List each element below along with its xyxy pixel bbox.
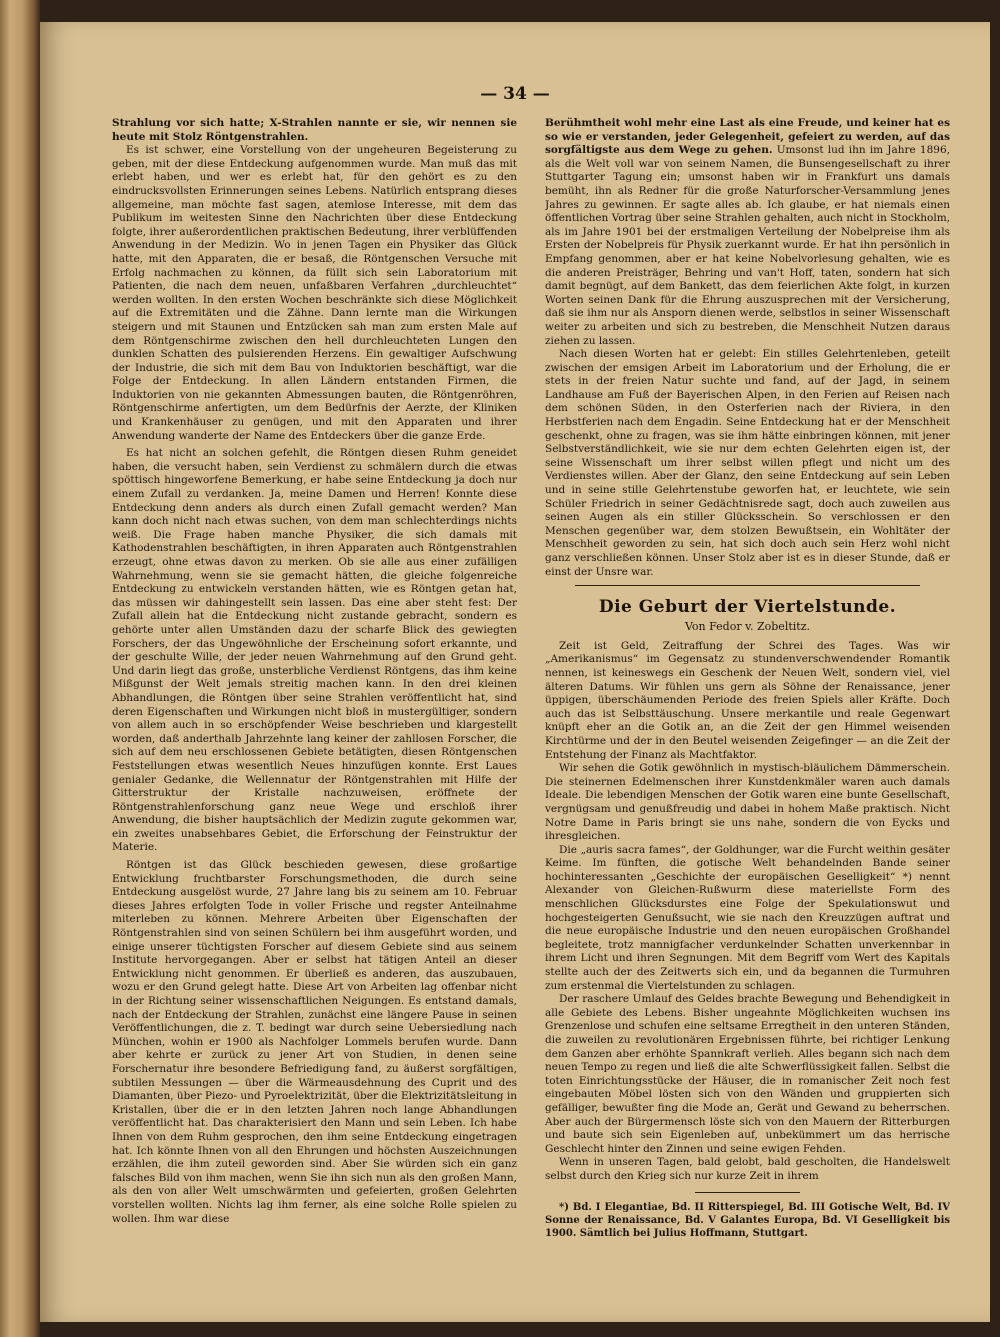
right-column (545, 117, 950, 1297)
article-paragraph: Die „auris sacra fames“, der Goldhunger, war die Furcht weithin gesäter Keime. Im fünften, die gotische Welt behandelnden Bande seiner hochinteressanten „Geschichte der europäischen Geselligkeit“ *) nennt Alexander von Gleichen-Rußwurm diese materiellste Form des menschlichen Glücksdurstes eine Folge der Spekulationswut und hochgesteigerten Genußsucht, wie sie nach den Kreuzzügen auftrat und die neue europäische Industrie und den neuen europäischen Großhandel begleitete, trotz mannigfacher verdunkelnder Schatten unverkennbar in ihrem Licht und ihren Segnungen. Mit dem Begriff vom Wert des Kapitals stellte auch der des Zeitwerts sich ein, und da begannen die Turmuhren zum erstenmal die Viertelstunden zu schlagen. (545, 843, 950, 992)
right-paragraph: Nach diesen Worten hat er gelebt: Ein stilles Gelehrtenleben, geteilt zwischen der emsigen Arbeit im Laboratorium und der Erholung, die er stets in der freien Natur suchte und fand, auf der Jagd, in seinem Landhause am Fuß der Bayerischen Alpen, in den Ferien auf Reisen nach dem schönen Süden, in den Osterferien nach der Riviera, in den Herbstferien nach dem Engadin. Seine Entdeckung hat er der Menschheit geschenkt, ohne zu fragen, was sie ihm hätte einbringen können, mit jener Selbstverständlichkeit, wie sie nur dem echten Gelehrten eigen ist, der seine Wissenschaft um ihrer selbst willen pflegt und nicht um des Verdienstes willen. Aber der Glanz, den seine Entdeckung auf sein Leben und in seine stille Gelehrtenstube geworfen hat, er leuchtete, wie sein Schüler Friedrich in seiner Gedächtnisrede sagt, doch auch zuweilen aus seinen Augen als ein stiller Glücksschein. So verschlossen er den Menschen gegenüber war, dem stolzen Bewußtsein, ein Wohltäter der Menschheit geworden zu sein, hat sich doch auch sein Herz wohl nicht ganz verschließen können. Unser Stolz aber ist es in dieser Stunde, daß er einst der Unsre war. (545, 348, 950, 578)
footnote-divider (695, 1192, 800, 1193)
article-divider (575, 585, 920, 586)
right-opening-rest: Umsonst lud ihn im Jahre 1896, als die Welt voll war von seinem Namen, die Bunsengesellschaft zu ihrer Stuttgarter Tagung ein; umsonst haben wir in Frankfurt uns damals bemüht, ihn als Redner für die große Naturforscher-Versammlung jenes Jahres zu gewinnen. Er sagte alles ab. Ich glaube, er hat niemals einen öffentlichen Vortrag über seine Strahlen gehalten, auch nicht in Stockholm, als im Jahre 1901 bei der erstmaligen Verteilung der Nobelpreise ihm als Ersten der Nobelpreis für Physik zuerkannt wurde. Er hat ihn persönlich in Empfang genommen, aber er hat keine Nobelvorlesung gehalten, wie es die anderen Preisträger, Behring und van't Hoff, taten, sondern hat sich damit begnügt, auf dem Bankett, das dem feierlichen Akte folgt, in kurzen Worten seinen Dank für die Ehrung auszusprechen mit der Versicherung, daß sie ihm nur als Ansporn dienen werde, selbstlos in seiner Wissenschaft weiter zu arbeiten und sich zu bestreben, die Menschheit Nutzen daraus ziehen zu lassen. (545, 144, 950, 347)
article-paragraph: Wenn in unseren Tagen, bald gelobt, bald gescholten, die Handelswelt selbst durch den Krieg sich nur kurze Zeit in ihrem (545, 1156, 950, 1182)
left-paragraph: Röntgen ist das Glück beschieden gewesen, diese großartige Entwicklung fruchtbarster Forschungsmethoden, die durch seine Entdeckung ausgelöst wurde, 27 Jahre lang bis zu seinem am 10. Februar dieses Jahres erfolgten Tode in voller Frische und regster Anteilnahme miterleben zu können. Mehrere Arbeiten über Eigenschaften der Röntgenstrahlen sind von seinen Schülern bei ihm ausgeführt worden, und einige unserer tüchtigsten Forscher auf diesem Gebiete sind aus seinem Institute hervorgegangen. Aber er selbst hat tätigen Anteil an dieser Entwicklung nicht genommen. Er überließ es anderen, das auszubauen, wozu er den Grund gelegt hatte. Diese Art von Arbeiten lag offenbar nicht in der Richtung seiner wissenschaftlichen Neigungen. Es entstand damals, nach der Entdeckung der Strahlen, zunächst eine längere Pause in seinen Veröffentlichungen, die z. T. bedingt war durch seine Uebersiedlung nach München, wohin er 1900 als Nachfolger Lommels berufen wurde. Dann aber kehrte er zurück zu jener Art von Studien, in denen seine Forschernatur ihre besondere Befriedigung fand, zu äußerst sorgfältigen, subtilen Messungen — über die Wärmeausdehnung des Cuprit und des Diamanten, über Piezo- und Pyroelektrizität, über die Elektrizitätsleitung in Kristallen, über die er in den letzten Jahren noch lange Abhandlungen veröffentlicht hat. Das charakterisiert den Mann und sein Leben. Ich habe Ihnen von dem Ruhm gesprochen, den ihm seine Entdeckung eingetragen hat. Ich könnte Ihnen von all den Ehrungen und höchsten Auszeichnungen erzählen, die ihm zuteil geworden sind. Aber Sie würden sich ein ganz falsches Bild von ihm machen, wenn Sie ihn sich nun als den großen Mann, als den von aller Welt umschwärmten und gefeierten, großen Gelehrten vorstellen wollten. Nichts lag ihm ferner, als eine solche Rolle spielen zu wollen. Ihm war diese (112, 859, 517, 1225)
right-opening-bold: Berühmtheit wohl mehr eine Last als eine Freude, und keiner hat es so wie er verstanden, jeder Gelegenheit, gefeiert zu werden, auf das sorgfältigste aus dem Wege zu gehen. (545, 117, 950, 157)
page-number: — 34 — (480, 84, 550, 104)
left-paragraph: Es hat nicht an solchen gefehlt, die Röntgen diesen Ruhm geneidet haben, die versucht haben, sein Verdienst zu schmälern durch die etwas spöttisch hingeworfene Bemerkung, er habe seine Entdeckung ja doch nur einem Zufall zu verdanken. Ja, meine Damen und Herren! Konnte diese Entdeckung denn anders als durch einen Zufall gemacht werden? Man kann doch nicht nach etwas suchen, von dem man schlechterdings nichts weiß. Die Frage haben manche Physiker, die sich damals mit Kathodenstrahlen beschäftigten, in ihren Apparaten auch Röntgenstrahlen erzeugt, ohne etwas davon zu merken. Ob sie alle aus einer zufälligen Wahrnehmung, wenn sie sie gemacht hätten, die gleiche folgenreiche Entdeckung zu entwickeln verstanden hätten, wie es Röntgen getan hat, das müssen wir dahingestellt sein lassen. Das eine aber steht fest: Der Zufall allein hat die Entdeckung nicht zustande gebracht, sondern es gehörte unter allen Umständen dazu der scharfe Blick des gewiegten Forschers, der das Ungewöhnliche der Erscheinung sofort erkannte, und der geschulte Wille, der jeder neuen Wahrnehmung auf den Grund geht. Und darin liegt das große, unsterbliche Verdienst Röntgens, das ihm keine Mißgunst der Welt jemals streitig machen kann. In den drei kleinen Abhandlungen, die Röntgen über seine Strahlen veröffentlicht hat, sind deren Eigenschaften und Wirkungen nicht bloß in mustergültiger, sondern von allem auch in so erschöpfender Weise beschrieben und klargestellt worden, daß anderthalb Jahrzehnte lang keiner der zahllosen Forscher, die sich auf dem neu erschlossenen Gebiete betätigten, diesen Röntgenschen Feststellungen etwas wesentlich Neues hinzufügen konnte. Erst Laues genialer Gedanke, die Wellennatur der Röntgenstrahlen mit Hilfe der Gitterstruktur der Kristalle nachzuweisen, eröffnete der Röntgenstrahlenforschung ganz neue Wege und erschloß ihrer Anwendung, die bisher hauptsächlich der Medizin zugute gekommen war, ein zweites unabsehbares Gebiet, die Erforschung der Feinstruktur der Materie. (112, 447, 517, 854)
book-spine-edge (0, 0, 40, 1337)
left-column (112, 117, 517, 1297)
left-opening-bold: Strahlung vor sich hatte; X-Strahlen nannte er sie, wir nennen sie heute mit Stolz Röntgenstrahlen. (112, 117, 517, 143)
article-title: Die Geburt der Viertelstunde. (598, 597, 897, 618)
left-paragraph: Es ist schwer, eine Vorstellung von der ungeheuren Begeisterung zu geben, mit der diese Entdeckung aufgenommen wurde. Man muß das mit erlebt haben, und wer es erlebt hat, für den gehört es zu den eindrucksvollsten Erinnerungen seines Lebens. Natürlich entsprang dieses allgemeine, man möchte fast sagen, atemlose Interesse, mit dem das Publikum im weitesten Sinne den Nachrichten über diese Entdeckung folgte, ihrer außerordentlichen praktischen Bedeutung, ihrer verblüffenden Anwendung in der Medizin. Wo in jenen Tagen ein Physiker das Glück hatte, mit den Apparaten, die er besaß, die Röntgenschen Versuche mit Erfolg nachmachen zu können, da füllt sich sein Laboratorium mit Patienten, die nach dem neuen, unfaßbaren Verfahren „durchleuchtet“ werden wollten. In den ersten Wochen beschränkte sich diese Möglichkeit auf die Extremitäten und die Zähne. Dann lernte man die Wirkungen steigern und mit Staunen und Entzücken sah man zum ersten Male auf dem Röntgenschirme zwischen den hell durchleuchteten Lungen den dunklen Schatten des pulsierenden Herzens. Ein gewaltiger Aufschwung der Industrie, die sich mit dem Bau von Induktorien beschäftigt, war die Folge der Entdeckung. In allen Ländern entstanden Firmen, die Induktorien von nie gekannten Abmessungen bauten, die Röntgenröhren, Röntgenschirme anfertigten, um dem Bedürfnis der Aerzte, der Kliniken und Krankenhäuser zu genügen, und mit den Apparaten und ihrer Anwendung wanderte der Name des Entdeckers über die ganze Erde. (112, 144, 517, 442)
article-author: Von Fedor v. Zobeltitz. (685, 620, 810, 634)
article-paragraph: Zeit ist Geld, Zeitraffung der Schrei des Tages. Was wir „Amerikanismus“ im Gegensatz zu stundenverschwendender Romantik nennen, ist keineswegs ein Geschenk der Neuen Welt, sondern viel, viel älteren Datums. Wir fühlen uns gern als Söhne der Renaissance, jener üppigen, überschäumenden Periode des freien Spiels aller Kräfte. Doch auch das ist Selbsttäuschung. Unsere merkantile und reale Gegenwart knüpft eher an die Gotik an, an die Zeit der gen Himmel weisenden Kirchtürme und der in den Beutel weisenden Zeigefinger — an die Zeit der Entstehung der Finanz als Machtfaktor. (545, 639, 950, 761)
article-paragraph: Der raschere Umlauf des Geldes brachte Bewegung und Behendigkeit in alle Gebiete des Lebens. Bisher ungeahnte Möglichkeiten wuchsen ins Grenzenlose und schufen eine seltsame Erregtheit in den unteren Ständen, die zuweilen zu revolutionären Ergebnissen führte, bei richtiger Lenkung dem Ganzen aber erhöhte Spannkraft verlieh. Alles begann sich nach dem neuen Tempo zu regen und ließ die alte Schwerflüssigkeit fallen. Selbst die toten Einrichtungsstücke der Häuser, die in romanischer Zeit noch fest eingebauten Möbel lösten sich von den Wänden und gruppierten sich gefälliger, bewußter fing die Mode an, Gerät und Gewand zu beherrschen. Aber auch der Bürgermensch löste sich von den Mauern der Ritterburgen und baute sich sein Eigenleben auf, unbekümmert um das herrische Geschlecht hinter den Zinnen und seine ewigen Fehden. (545, 993, 950, 1155)
newspaper-page (40, 22, 990, 1322)
footnote: *) Bd. I Elegantiae, Bd. II Ritterspiegel, Bd. III Gotische Welt, Bd. IV Sonne der Renaissance, Bd. V Galantes Europa, Bd. VI Geselligkeit bis 1900. Sämtlich bei Julius Hoffmann, Stuttgart. (545, 1201, 950, 1239)
article-paragraph: Wir sehen die Gotik gewöhnlich in mystisch-bläulichem Dämmerschein. Die steinernen Edelmenschen ihrer Kunstdenkmäler waren auch damals Ideale. Die lebendigen Menschen der Gotik waren eine bunte Gesellschaft, vergnügsam und genußfreudig und dabei in hohem Maße praktisch. Nicht Notre Dame in Paris bringt sie uns nahe, sondern die von Eycks und ihresgleichen. (545, 762, 950, 843)
